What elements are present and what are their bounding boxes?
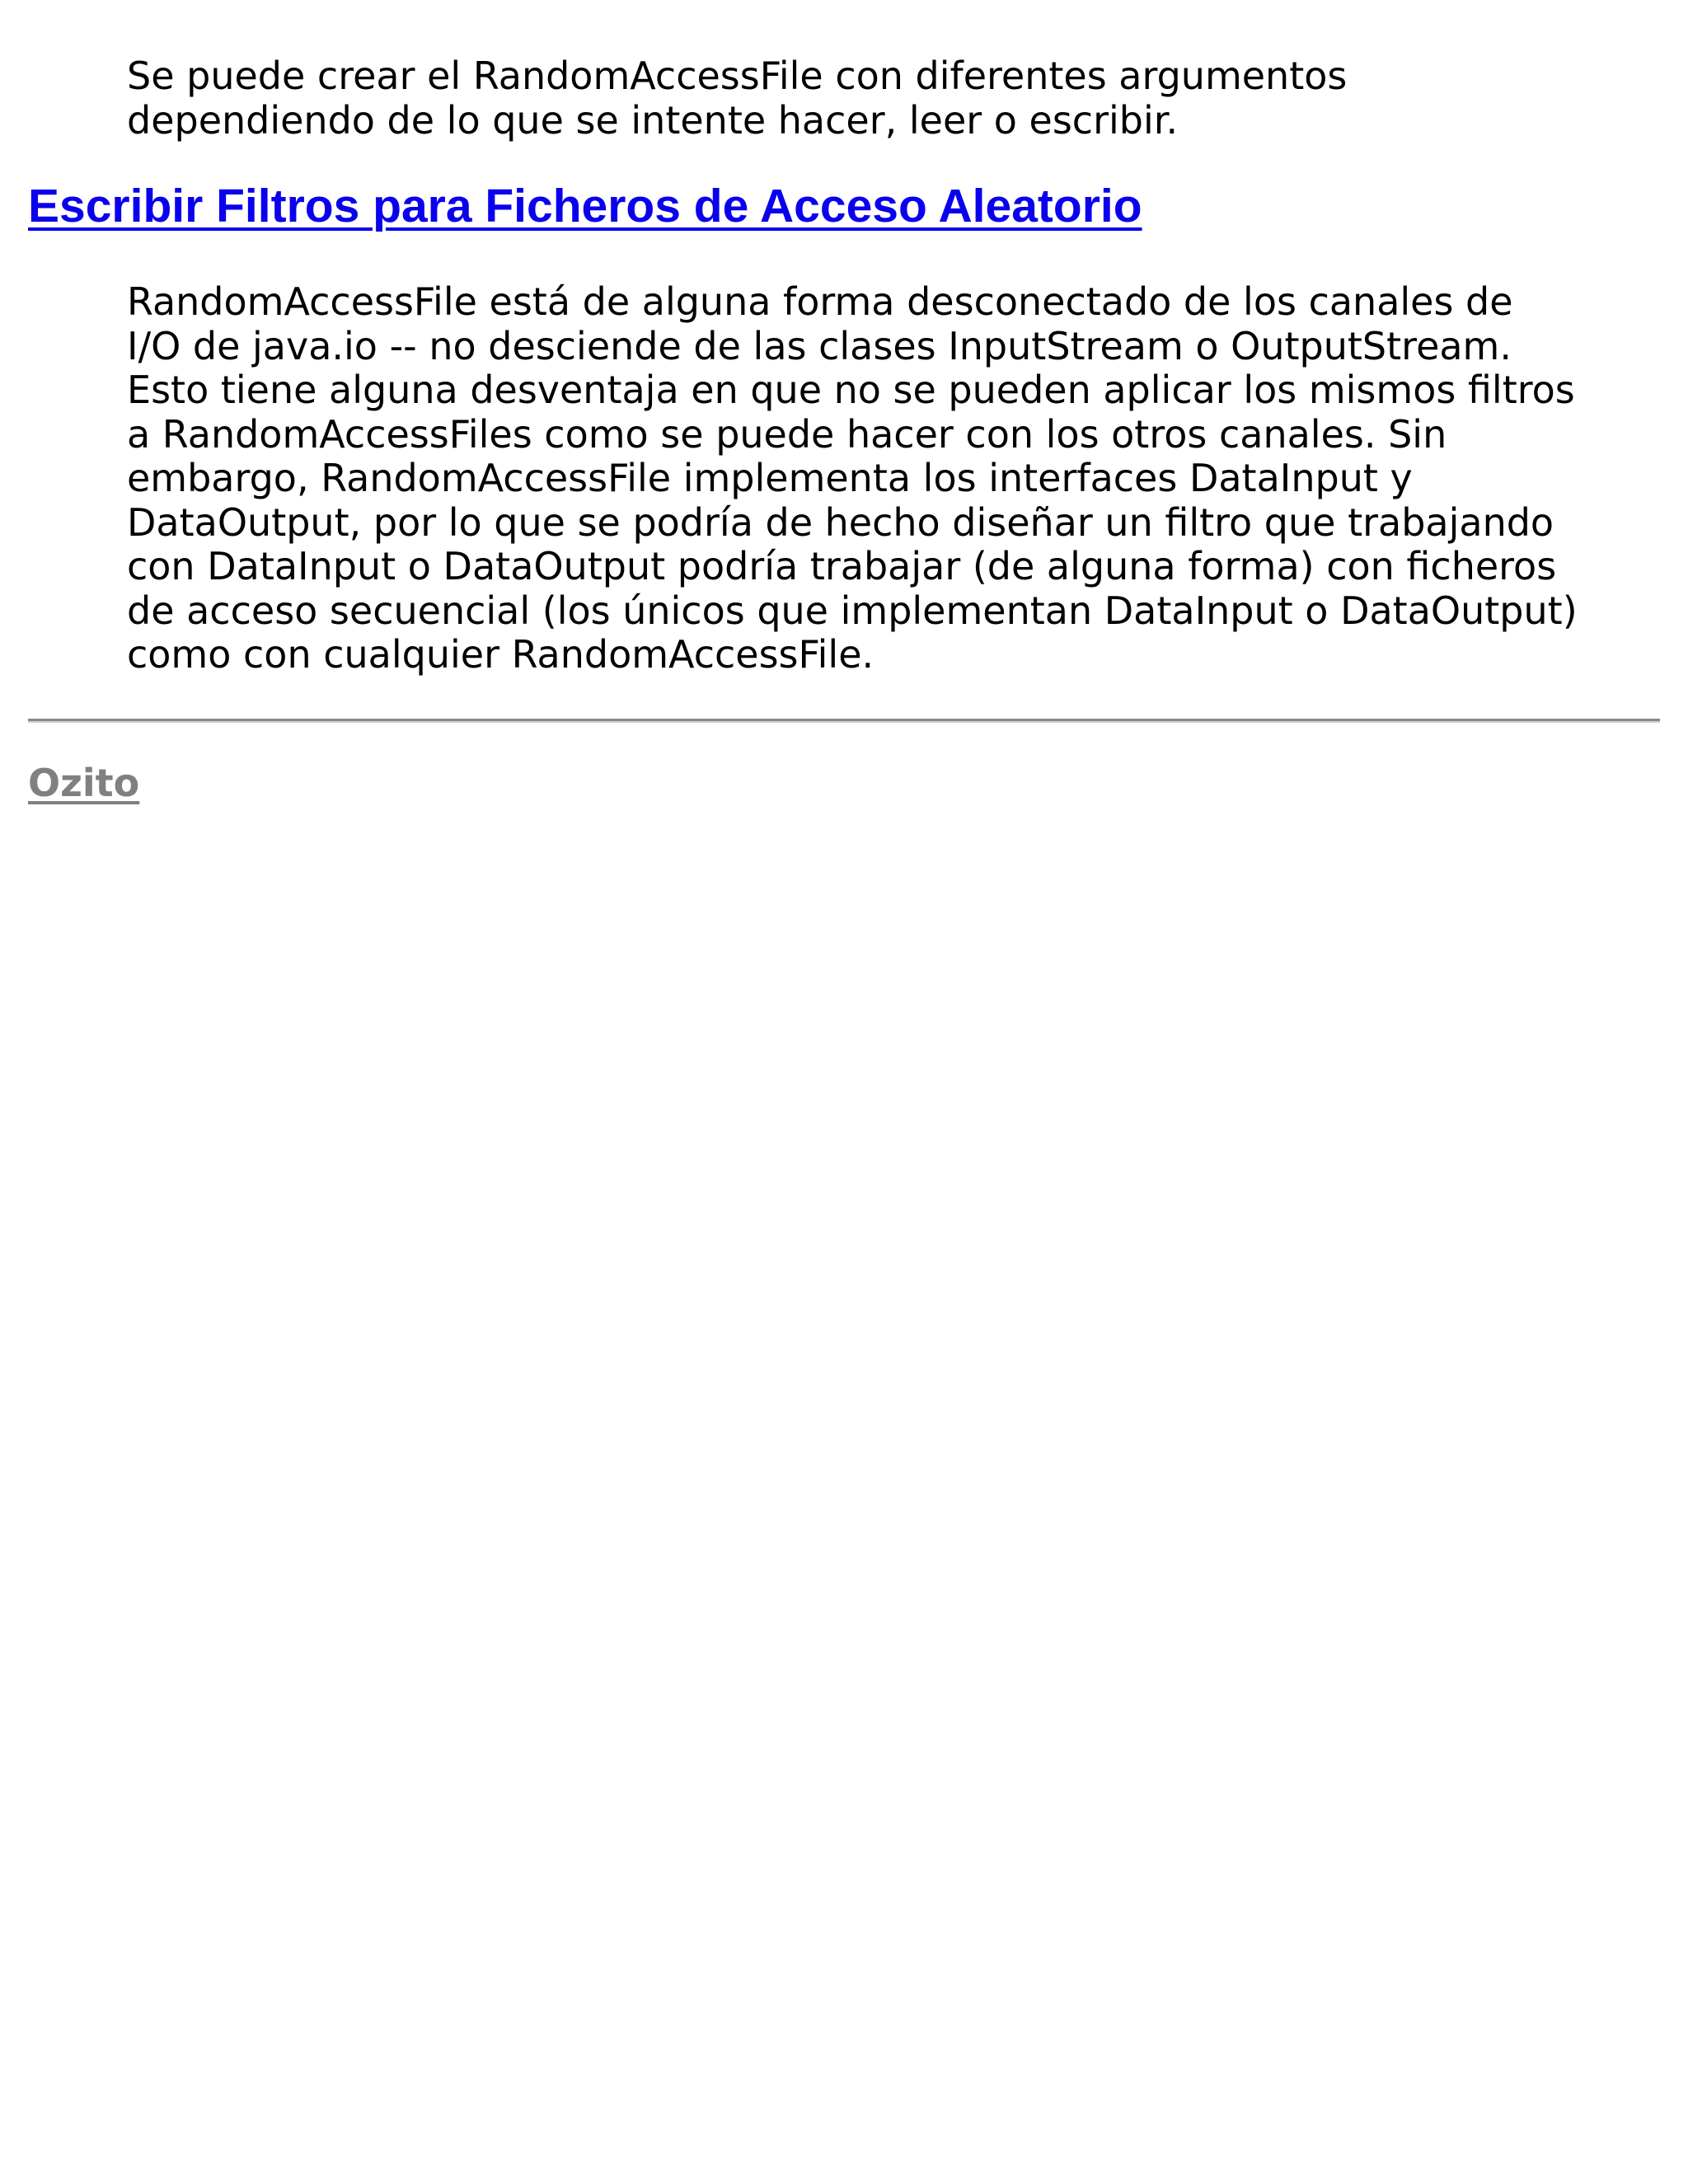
- body-paragraph: RandomAccessFile está de alguna forma desconectado de los canales de I/O de java.io -- no desciende de las clases InputStream o OutputStream. Esto tiene alguna desventaja en que no se pueden aplicar los mismos filtros a RandomAccessFiles como se puede hacer con los otros canales. Sin embargo, RandomAccessFile implementa los interfaces DataInput y DataOutput, por lo que se podría de hecho diseñar un filtro que trabajando con DataInput o DataOutput podría trabajar (de alguna forma) con ficheros de acceso secuencial (los únicos que implementan DataInput o DataOutput) como con cualquier RandomAccessFile.: [127, 279, 1578, 677]
- footer-author-link[interactable]: Ozito: [28, 761, 140, 805]
- section-heading: [28, 178, 1142, 234]
- horizontal-divider: [28, 719, 1660, 723]
- section-heading-link[interactable]: Escribir Filtros para Ficheros de Acceso Aleatorio: [28, 180, 1142, 232]
- intro-paragraph: Se puede crear el RandomAccessFile con diferentes argumentos dependiendo de lo que se intente hacer, leer o escribir.: [127, 54, 1348, 143]
